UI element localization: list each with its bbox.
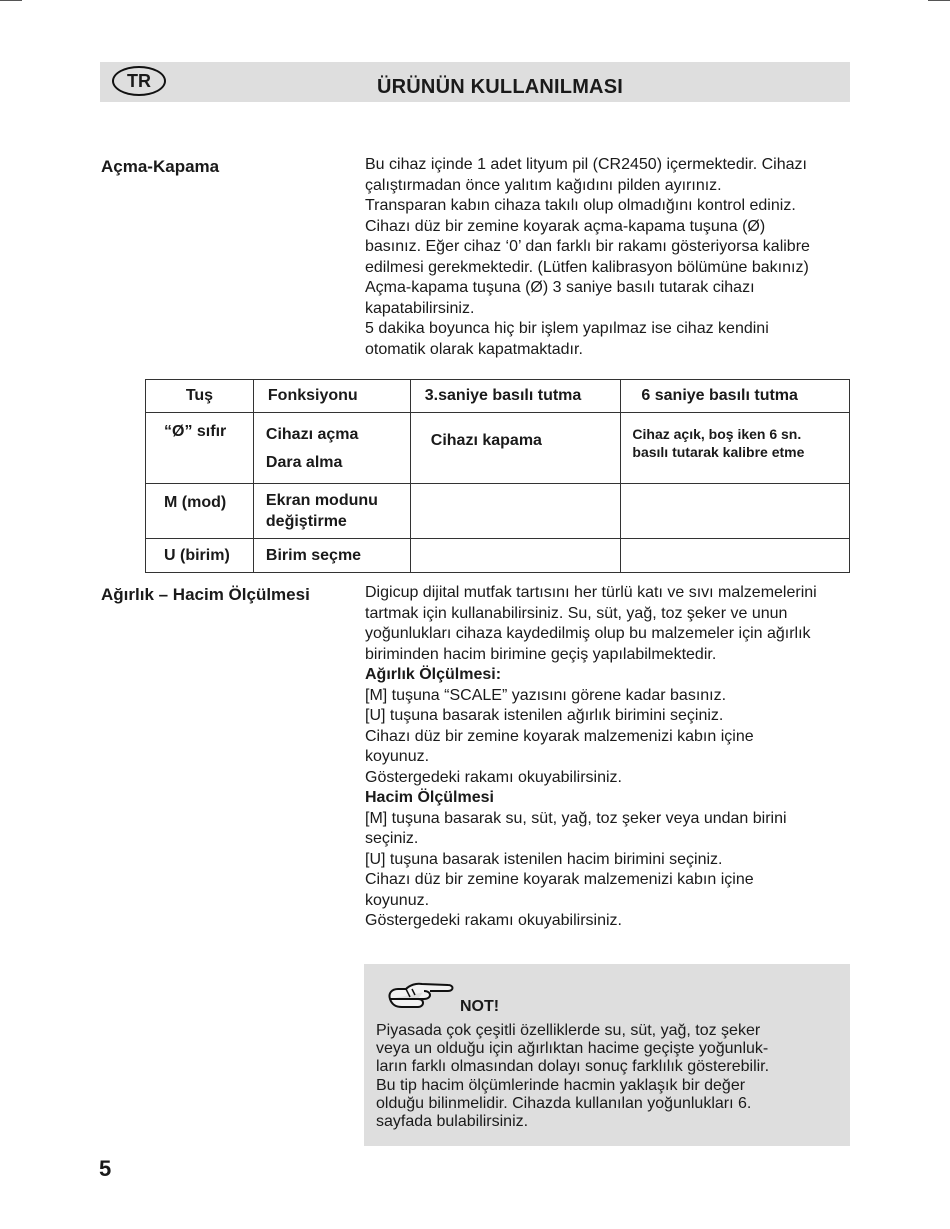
language-badge: TR xyxy=(112,66,166,96)
hold-3s-action xyxy=(411,484,621,496)
text-line: 5 dakika boyunca hiç bir işlem yapılmaz ise cihaz kendini xyxy=(365,320,769,337)
table-header-cell xyxy=(253,380,410,413)
text-line: tartmak için kullanabilirsiniz. Su, süt, yağ, toz şeker ve unun xyxy=(365,604,788,622)
text-line: Cihazı düz bir zemine koyarak malzemenizi kabın içine xyxy=(365,871,754,888)
text-line: [U] tuşuna basarak istenilen ağırlık birimini seçiniz. xyxy=(365,707,724,724)
page-title: ÜRÜNÜN KULLANILMASI xyxy=(377,76,623,98)
section-title-weight-volume: Ağırlık – Hacim Ölçülmesi xyxy=(101,585,310,604)
table-cell xyxy=(253,539,410,573)
text-line: kapatabilirsiniz. xyxy=(365,299,475,317)
table-header-cell xyxy=(621,380,850,413)
text-line: Transparan kabın cihaza takılı olup olmadığını kontrol ediniz. xyxy=(365,197,796,214)
table-cell xyxy=(253,484,410,539)
text-line: seçiniz. xyxy=(365,830,419,847)
hold-6s-line: basılı tutarak kalibre etme xyxy=(632,444,805,460)
hold-3s-action: Cihazı kapama xyxy=(430,432,542,449)
volume-subheading: Hacim Ölçülmesi xyxy=(365,789,494,806)
table-cell xyxy=(146,484,254,539)
note-line: Piyasada çok çeşitli özelliklerde su, süt, yağ, toz şeker xyxy=(376,1022,761,1039)
table-row xyxy=(146,413,850,484)
text-line: [M] tuşuna basarak su, süt, yağ, toz şeker veya undan birini xyxy=(365,809,787,827)
text-line: çalıştırmadan önce yalıtım kağıdını pilden ayırınız. xyxy=(365,176,722,194)
table-header-cell xyxy=(146,380,254,413)
pointing-hand-icon xyxy=(384,977,458,1016)
key-label: M (mod) xyxy=(164,494,227,511)
header-hold-6s: 6 saniye basılı tutma xyxy=(641,387,798,404)
text-line: [U] tuşuna basarak istenilen hacim birimini seçiniz. xyxy=(365,850,723,868)
text-line: Bu cihaz içinde 1 adet lityum pil (CR2450) içermektedir. Cihazı xyxy=(365,156,807,173)
weight-volume-paragraph xyxy=(365,583,865,932)
text-line: edilmesi gerekmektedir. (Lütfen kalibrasyon bölümüne bakınız) xyxy=(365,258,809,276)
table-header-row xyxy=(146,380,850,413)
hold-6s-empty xyxy=(621,539,849,551)
note-line: sayfada bulabilirsiniz. xyxy=(376,1113,529,1131)
table-header-cell xyxy=(410,380,621,413)
table-cell xyxy=(410,539,621,573)
text-line: Göstergedeki rakamı okuyabilirsiniz. xyxy=(365,768,622,786)
function-line: Dara alma xyxy=(265,454,343,471)
table-row xyxy=(146,539,850,573)
table-cell xyxy=(621,484,850,539)
crop-mark-left xyxy=(0,0,22,1)
note-line: ların farklı olmasından dolayı sonuç farklılık gösterebilir. xyxy=(376,1058,770,1076)
table-cell xyxy=(146,539,254,573)
button-function-table xyxy=(145,379,850,573)
table-cell xyxy=(410,484,621,539)
function-line: değiştirme xyxy=(265,513,347,530)
hold-3s-action xyxy=(411,539,621,551)
weight-subheading: Ağırlık Ölçülmesi: xyxy=(365,666,502,683)
header-function: Fonksiyonu xyxy=(267,387,358,404)
text-line: koyunuz. xyxy=(365,891,430,909)
on-off-paragraph xyxy=(365,155,865,360)
text-line: [M] tuşuna “SCALE” yazısını görene kadar basınız. xyxy=(365,686,727,704)
text-line: yoğunlukları cihaza kaydedilmiş olup bu malzemeler için ağırlık xyxy=(365,625,811,642)
key-label: “Ø” sıfır xyxy=(164,423,227,440)
text-line: Açma-kapama tuşuna (Ø) 3 saniye basılı tutarak cihazı xyxy=(365,279,755,296)
page-number: 5 xyxy=(99,1156,112,1181)
table-cell xyxy=(253,413,410,484)
crop-mark-right xyxy=(928,0,950,1)
text-line: biriminden hacim birimine geçiş yapılabilmektedir. xyxy=(365,645,717,663)
text-line: koyunuz. xyxy=(365,748,430,765)
text-line: otomatik olarak kapatmaktadır. xyxy=(365,340,583,358)
function-line: Ekran modunu xyxy=(265,492,378,509)
function-line: Birim seçme xyxy=(265,547,362,564)
function-line: Cihazı açma xyxy=(265,426,359,443)
text-line: basınız. Eğer cihaz ‘0’ dan farklı bir rakamı gösteriyorsa kalibre xyxy=(365,238,810,255)
header-key: Tuş xyxy=(185,387,214,404)
table-row xyxy=(146,484,850,539)
note-text xyxy=(376,1022,769,1131)
table-cell xyxy=(621,413,850,484)
hold-6s-empty xyxy=(621,484,849,496)
note-line: veya un olduğu için ağırlıktan hacime geçişte yoğunluk- xyxy=(376,1040,769,1058)
text-line: Cihazı düz bir zemine koyarak açma-kapama tuşuna (Ø) xyxy=(365,217,766,235)
table-cell xyxy=(146,413,254,484)
note-header xyxy=(384,982,499,1016)
text-line: Digicup dijital mutfak tartısını her türlü katı ve sıvı malzemelerini xyxy=(365,584,817,601)
text-line: Cihazı düz bir zemine koyarak malzemenizi kabın içine xyxy=(365,727,754,745)
page-header xyxy=(100,62,850,102)
header-hold-3s: 3.saniye basılı tutma xyxy=(424,387,582,404)
table-cell xyxy=(410,413,621,484)
table-cell xyxy=(621,539,850,573)
key-label: U (birim) xyxy=(164,547,230,564)
section-title-on-off: Açma-Kapama xyxy=(101,157,220,176)
note-label: NOT! xyxy=(460,998,500,1015)
note-line: Bu tip hacim ölçümlerinde hacmin yaklaşık bir değer xyxy=(376,1076,746,1094)
text-line: Göstergedeki rakamı okuyabilirsiniz. xyxy=(365,912,622,929)
note-box xyxy=(364,964,850,1146)
note-line: olduğu bilinmelidir. Cihazda kullanılan yoğunlukları 6. xyxy=(376,1094,752,1112)
hold-6s-line: Cihaz açık, boş iken 6 sn. xyxy=(632,426,802,442)
